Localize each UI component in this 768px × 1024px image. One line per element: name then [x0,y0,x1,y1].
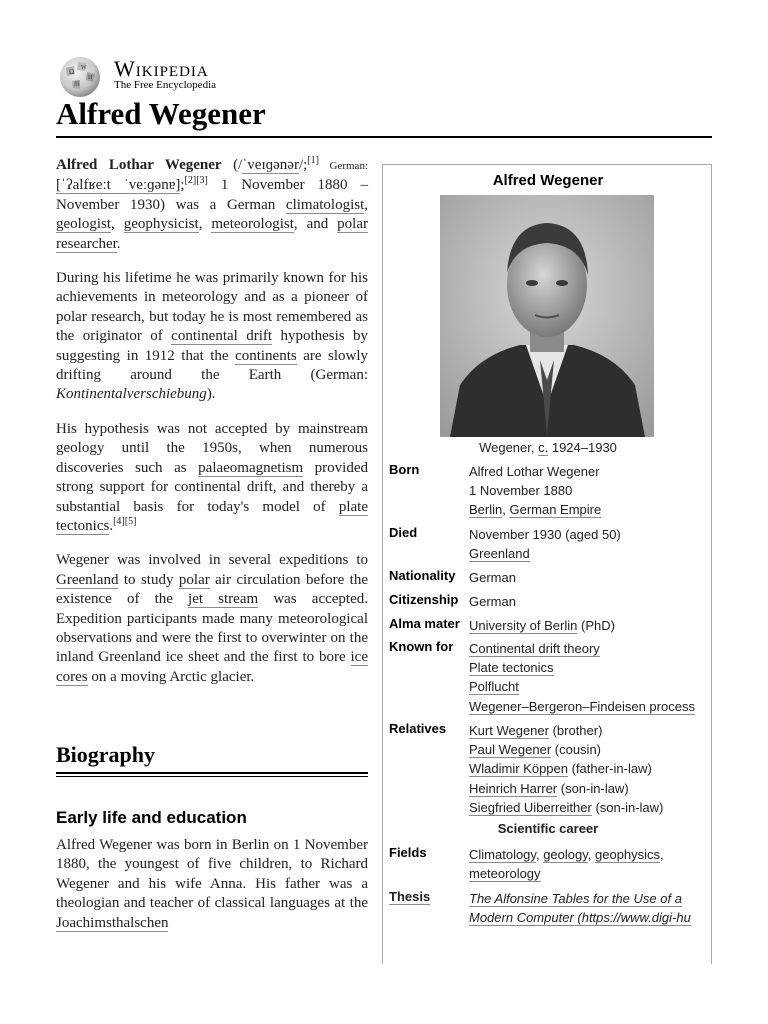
text: (son-in-law) [591,799,664,815]
text: His hypothesis was not accepted by mainstream geology until the 1950s, when numerous discoveries such as [56,420,368,476]
link-polflucht[interactable]: Polflucht [469,679,519,695]
thesis-label [389,889,430,904]
alma-mater-value [469,616,709,635]
text: . [109,517,114,534]
text: (PhD) [577,618,615,633]
link-polar[interactable]: polar [178,571,210,588]
link-german-empire[interactable]: German Empire [509,502,602,518]
link-geophysicist[interactable]: geophysicist [123,216,199,233]
link-continental-drift-theory[interactable]: Continental drift theory [469,641,600,656]
portrait-photo[interactable] [440,195,654,437]
text: on a moving Arctic glacier. [87,668,255,685]
relatives-label: Relatives [389,721,447,736]
link-heinrich-harrer[interactable]: Heinrich Harrer [469,780,558,796]
paragraph-4 [56,551,368,687]
ref-4-5[interactable]: [4][5] [113,515,137,527]
text: During his lifetime he was primarily known for his achievements in meteorology and as a pioneer of polar research, but today he is most remembered as the originator of [56,270,368,345]
text: , and [293,216,338,233]
text: , [502,502,510,518]
text: to study [118,571,179,588]
born-value [469,462,709,520]
text: (/ [221,157,243,173]
link-polar-researcher[interactable]: polar researcher [56,216,368,252]
intro-bold-name: Alfred Lothar Wegener [56,157,222,173]
portrait-caption [383,440,713,455]
circa-link[interactable]: c. [538,440,549,455]
thesis-value [469,889,709,929]
link-geology[interactable]: geology [543,847,588,862]
ref-2-3[interactable]: [2][3] [184,175,208,187]
text: (son-in-law) [557,780,629,796]
text: air circulation before the existence of the [56,571,368,608]
link-climatology[interactable]: Climatology [469,847,536,862]
svg-text:И: И [88,75,93,81]
text: Wegener was involved in several expeditions to [56,552,368,569]
infobox [382,164,712,964]
thesis-label-link[interactable]: Thesis [389,889,431,904]
citizenship-label: Citizenship [389,592,459,607]
text: (brother) [548,723,603,738]
text: was accepted. Expedition participants made many meteorological observations and were the first to overwinter on the inland Greenland ice sheet and the first to bore [56,591,368,666]
link-jet-stream[interactable]: jet stream [188,591,259,608]
wikipedia-tagline: The Free Encyclopedia [114,79,217,91]
link-paul-wegener[interactable]: Paul Wegener [469,742,552,758]
biography-divider-thin [56,776,368,777]
born-name: Alfred Lothar Wegener [469,464,600,479]
text: (father-in-law) [568,761,652,777]
link-ice-cores[interactable]: ice cores [56,649,368,685]
text: 1 November 1880 – November 1930) was a German [56,177,368,213]
page-title: Alfred Wegener [56,96,266,131]
svg-text:Ω: Ω [69,68,75,76]
fields-label: Fields [389,845,427,860]
text: , [111,216,124,233]
early-life-paragraph [56,836,368,932]
known-for-label: Known for [389,639,454,654]
link-wladimir-koppen[interactable]: Wladimir Köppen [469,761,568,777]
wikipedia-header[interactable] [56,54,356,98]
link-university-of-berlin[interactable]: University of Berlin [469,618,578,633]
paragraph-2 [56,269,368,405]
text: Wegener, [479,440,539,455]
wikipedia-wordmark: Wikipedia [114,56,209,81]
link-known-plate-tectonics[interactable]: Plate tectonics [469,660,554,676]
text: , [587,847,595,862]
intro-paragraph: Alfred Lothar Wegener (/ˈveɪɡənər/;[1] German: [ˈʔalfʁeːt ˈveːɡənɐ];[2][3] 1 November 1880 – November 1930) was a German climatologist, geologist, geophysicist, meteorologist, and polar researcher. [56,155,368,252]
text: 1924–1930 [548,440,617,455]
born-date: 1 November 1880 [469,483,573,499]
alma-mater-label: Alma mater [389,616,460,631]
died-value [469,525,709,563]
text: , [198,216,212,233]
known-for-value [469,639,709,716]
died-date: November 1930 (aged 50) [469,527,621,542]
text: ). [206,386,216,403]
svg-text:W: W [81,65,87,71]
text: hypothesis by suggesting in 1912 that the [56,328,369,364]
title-divider [56,136,712,138]
link-berlin[interactable]: Berlin [469,502,503,518]
paragraph-3 [56,420,368,536]
died-label: Died [389,525,418,540]
text: . [116,235,121,252]
text: are slowly drifting around the Earth (German: [56,347,368,384]
link-geologist[interactable]: geologist [56,216,111,233]
svg-text:維: 維 [74,82,81,88]
biography-divider [56,772,368,774]
ipa-link[interactable]: ˈveɪɡənər [242,157,299,173]
link-palaeomagnetism[interactable]: palaeomagnetism [198,459,304,476]
link-greenland[interactable]: Greenland [56,571,119,588]
link-kurt-wegener[interactable]: Kurt Wegener [469,723,549,738]
text: , [364,196,368,213]
link-siegfried-uiberreither[interactable]: Siegfried Uiberreither [469,799,592,815]
link-meteorology[interactable]: meteorology [469,866,541,882]
link-continental-drift[interactable]: continental drift [171,328,273,345]
biography-heading: Biography [56,742,156,767]
link-plate-tectonics[interactable]: plate tectonics [56,498,368,534]
wikipedia-globe-logo[interactable] [56,54,104,98]
text: Alfred Wegener was born in Berlin on 1 November 1880, the youngest of five children, to Richard Wegener and his wife Anna. His father was a theologian and teacher of classical languages at the [56,837,368,912]
nationality-value: German [469,570,516,585]
text: , [535,847,544,862]
german-ipa-link[interactable]: [ˈʔalfʁeːt ˈveːɡənɐ] [56,177,181,194]
early-life-heading: Early life and education [56,808,247,827]
link-joachimsthalschen[interactable]: Joachimsthalschen [56,914,169,931]
relatives-value [469,721,709,817]
link-climatologist[interactable]: climatologist [285,196,365,213]
article-content [56,156,368,702]
text: , [660,847,664,862]
fields-value [469,845,709,883]
italic-term: Kontinentalverschiebung [56,386,207,403]
born-label: Born [389,462,420,477]
ref-1[interactable]: [1] [307,155,319,166]
link-continents[interactable]: continents [235,347,297,364]
text: (cousin) [551,742,602,758]
nationality-label: Nationality [389,568,456,583]
link-thesis[interactable]: The Alfonsine Tables for the Use of a Modern Computer (https://www.digi-hu [469,891,691,926]
text: provided strong support for continental drift, and thereby a substantial basis for today's model of [56,459,369,515]
link-died-greenland[interactable]: Greenland [469,546,530,562]
link-geophysics[interactable]: geophysics [595,847,661,862]
citizenship-value: German [469,594,516,609]
link-wbf-process[interactable]: Wegener–Bergeron–Findeisen process [469,698,695,714]
link-meteorologist[interactable]: meteorologist [211,216,294,233]
infobox-title: Alfred Wegener [492,172,604,189]
text: /; [298,157,308,173]
scientific-career-heading: Scientific career [497,821,599,836]
german-label: German: [318,160,368,172]
